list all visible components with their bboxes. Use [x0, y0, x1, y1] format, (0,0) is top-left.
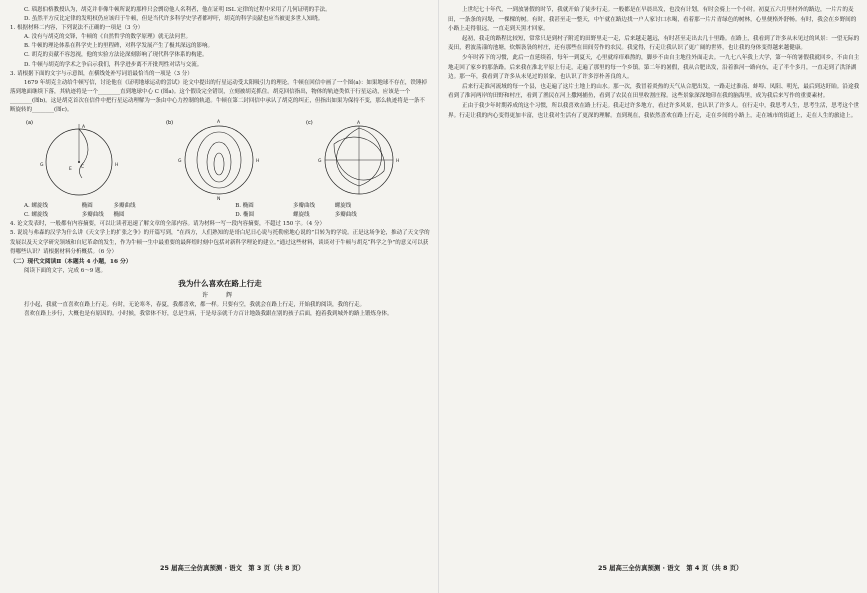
q3-a-3: 多瓣曲线 [113, 203, 136, 210]
q3-d-3: 多瓣曲线 [334, 212, 357, 219]
left-page [10, 6, 430, 576]
option-d-q-prev: D. 虽然平方反比定律的发明权仍应该归于牛顿，但是当代许多科学史学者都呼吁，胡克的科学贡献也应当被更多世人知晓。 [24, 16, 324, 23]
essay-paragraph-6: 后来行走淮河流域的每一个县，也走遍了这片土地上的山水。那一次，我冒着炎热的天气从合肥出发，一路走过淮南、蚌埠、凤阳、明光，最后到达盱眙。沿途我看到了淮河两岸的田野和村庄，看到了渔民在河上撒网捕鱼，看到了农民在田里收割庄稼。这些景象深深地印在我的脑海里，成为我后来写作的重要素材。 [448, 83, 860, 100]
question-5: 5. 说说与弗森的汉学为什么讲《天文学上的扩张之争》的开篇写到，“在西方，人们熟知的是哥白尼日心说与托勒密地心说的”目转为的学说。正是这场争论，推动了天文学的发展以及天文学研究领域和自尼革命的发生，作为牛顿一生中最重要的最辉煌时刻中包括对新科学理论的建立。”通过这些材料，谈谈对于牛顿与胡克“科学之争”的意义可以获得哪些认识？请根据材料分析概括。（6 分） [10, 230, 430, 255]
svg-text:H: H [396, 159, 400, 165]
question-3-passage: 1679 年胡克主动给牛顿写信，讨论他在《证明地球运动的尝试》论文中提出的行星运动受太阳吸引力的理论。牛顿在回信中画了一个图(a)：如果地球不存在，铁锤掉落到地面继续下落，其轨迹将是一个________直到地球中心 C (图a)。这个假设完全错误，立刻被胡克抓住。胡克回信指出，物体的轨迹类似于行星运动，应该是一个________(图b)。这是胡克首次在信件中把行星运动理解为一条由中心力控制的轨道。牛顿在第二封回信中承认了胡克的纠正，但指出如果为保持不变，那么轨迹将是一条不断旋转的________(图c)。 [10, 79, 427, 114]
essay-paragraph-2: 喜欢在路上步行，大概也是有原因的。小时候，我常体不好，总是生病，于是母亲就千方百计地鼓我跟在别的孩子后面，抱着我到城外的路上锻炼身体。 [24, 310, 393, 317]
q1-option-c: C. 胡克的贡献不容忽视，他的实验方法论深刻影响了现代科学体系的构建。 [24, 52, 208, 59]
q3-a-2: 椭圆 [81, 203, 93, 210]
q1-option-a: A. 没有与胡克的交锋，牛顿的《自然哲学的数学原理》就无法问世。 [24, 34, 191, 41]
svg-text:C: C [81, 165, 85, 171]
q1-option-d: D. 牛顿与胡克的学术之争启示我们，科学进步离不开批判性对话与交流。 [24, 61, 203, 68]
question-3: 3. 请根据下面的文字与示意图，在横线处补写词语最恰当的一项是（3 分） [10, 70, 193, 77]
svg-text:A: A [217, 120, 221, 126]
svg-text:G: G [178, 159, 182, 165]
section-2-instructions: 阅读下面的文字，完成 6～9 题。 [24, 267, 106, 274]
orbit-figures [14, 116, 430, 202]
page-footer-right: 25 届高三全仿真预测 · 语文 第 4 页（共 8 页） [598, 564, 743, 572]
question-1: 1. 根据材料二内容，下列说法不正确的一项是（3 分） [10, 25, 144, 32]
svg-text:G: G [318, 159, 322, 165]
svg-text:N: N [217, 197, 221, 201]
figure-c-label: (c) [306, 120, 313, 127]
q3-b-2: 多瓣曲线 [293, 203, 316, 210]
section-2-heading: （二）现代文阅读Ⅱ（本题共 4 小题，16 分） [10, 258, 132, 265]
essay-paragraph-3: 上世纪七十年代，一到放暑假的时节，我就开始了徒步行走。一般都是在早晨出发，也没有计划，有时会骑上一个小时。初夏五六月里村外的路边，一片片的麦田，一条条的河堤，一棵棵的树。有时，我甚至走一整天，中午就在路边找一户人家讨口水喝，看着那一片片青绿色的树林，心里便格外舒畅。有时，我会在乡野间的小路上走得很远，一直走到天黑才回家。 [448, 7, 857, 33]
q3-b-1: B. 椭圆 [235, 203, 254, 210]
q3-d-2: 螺旋线 [293, 212, 310, 219]
figure-b-ellipse [164, 116, 274, 200]
page-divider [438, 0, 439, 593]
svg-text:E: E [69, 167, 72, 173]
figure-c-multilobe [304, 116, 414, 200]
figure-a-spiral [24, 116, 134, 200]
svg-text:A: A [82, 125, 86, 131]
figure-a-label: (a) [26, 120, 33, 127]
q3-options [24, 202, 430, 220]
q3-a-1: A. 螺旋线 [24, 203, 48, 210]
option-c-q-prev: C. 瑙恩伯格教授认为，胡克并非像牛顿所说的那样只会剽窃他人名利者，他在证明 ISL 定律的过程中采用了几何证明的手法。 [24, 7, 331, 13]
right-page [448, 6, 860, 576]
svg-text:G: G [40, 163, 44, 169]
page-footer-left: 25 届高三全仿真预测 · 语文 第 3 页（共 8 页） [160, 564, 305, 572]
q3-d-1: D. 椭圆 [235, 212, 254, 219]
essay-paragraph-5: 少年时养下的习惯，此后一直延续着，每年一到夏天，心里就痒痒难熬的，脚步不由自主地往外面走去。一九七八年我上大学，第一年的暑假我就回乡，不由自主地走回了家乡的那条路。后来我在淮北平原上行走，走遍了那里的每一个乡镇。第二年的暑假，我从合肥出发，沿着淮河一路向东，走了半个多月，一直走到了洪泽湖边。那一年，我看到了许多从未见过的景象，也认识了许多淳朴善良的人。 [448, 54, 860, 81]
svg-text:A: A [357, 121, 361, 127]
q3-c-3: 椭圆 [113, 212, 125, 219]
svg-text:H: H [115, 163, 119, 169]
essay-title: 我为什么喜欢在路上行走 [178, 278, 262, 288]
q3-b-3: 螺旋线 [334, 203, 352, 210]
q3-c-2: 多瓣曲线 [81, 212, 104, 219]
figure-b-label: (b) [166, 120, 174, 127]
essay-paragraph-1: 打小起，我就一直喜欢在路上行走。有时，无论寒冬，春夏，我都喜欢，都一样。只要有空，我就会在路上行走，开始我的阅读，我的行走。 [24, 301, 366, 308]
essay-paragraph-7: 正由于我少年时期养成的这个习惯，所以我喜欢在路上行走。我走过许多地方，看过许多风景，也认识了许多人。在行走中，我思考人生，思考生活，思考这个世界。行走让我的内心变得更加丰富，也让我对生活有了更深的理解。直到现在，我依然喜欢在路上行走，走在乡间的小路上，走在城市的街道上，走在人生的旅途上。 [448, 102, 860, 119]
essay-author: 许 辉 [201, 291, 238, 299]
q3-c-1: C. 螺旋线 [24, 212, 49, 219]
essay-paragraph-4: 起初，我走的路程比较短，常常只是到村子附近的田野里走一走，后来越走越远，有时甚至走出去几十里路。在路上，我看到了许多从未见过的风景：一望无际的麦田，碧波荡漾的池塘，炊烟袅袅的村庄，还有那些在田间劳作的农民。我觉得，行走让我认识了更广阔的世界，也让我的身体变得越来越健康。 [448, 35, 860, 52]
question-4: 4. 论文发表时，一般都有内容摘要，可以让读者迅速了解文章的全部内容。请为材料一写一段内容摘要，不超过 150 字。（4 分） [10, 221, 325, 228]
q1-option-b: B. 牛顿的理论体系在科学史上的里程碑，对科学发展产生了极其深远的影响。 [24, 43, 214, 50]
svg-text:H: H [256, 159, 260, 165]
